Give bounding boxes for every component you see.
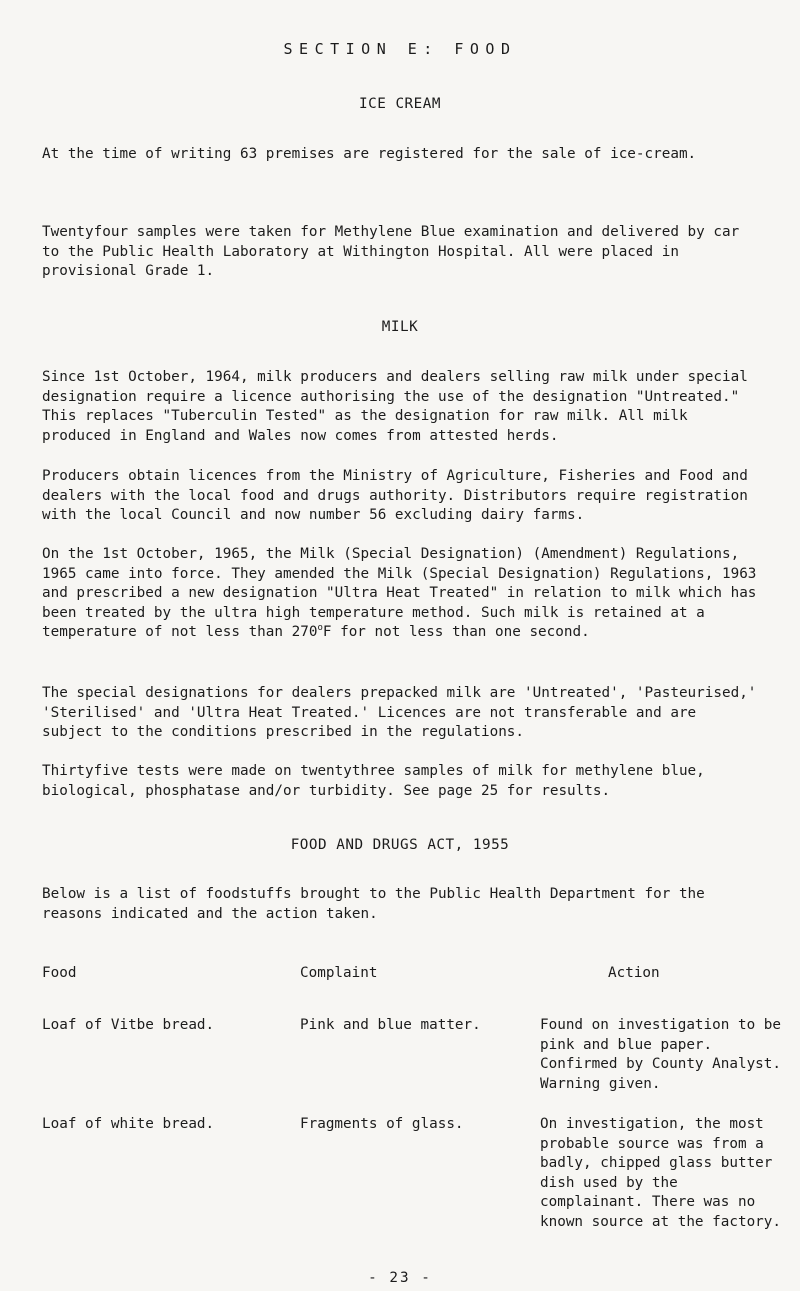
ice-cream-heading: ICE CREAM	[359, 96, 441, 112]
ice-cream-paragraph-1: At the time of writing 63 premises are registered for the sale of ice-cream.	[42, 146, 697, 162]
ice-cream-paragraph-2: Twentyfour samples were taken for Methylene Blue examination and delivered by car to the Public Health Laboratory at Withington Hospital. All were placed in provisional Grade 1.	[42, 224, 740, 279]
milk-paragraph-4: The special designations for dealers prepacked milk are 'Untreated', 'Pasteurised,' 'Sterilised' and 'Ultra Heat Treated.' Licences are not transferable and are subject to the conditions prescribed in the regulations.	[42, 685, 757, 740]
column-header-food: Food	[42, 965, 77, 981]
row-food: Loaf of white bread.	[42, 1116, 215, 1132]
row-complaint: Pink and blue matter.	[300, 1017, 481, 1033]
milk-paragraph-2: Producers obtain licences from the Ministry of Agriculture, Fisheries and Food and dealers with the local food and drugs authority. Distributors require registration with the local Council and now number 56 excluding dairy farms.	[42, 468, 748, 523]
degree-symbol: o	[317, 623, 323, 634]
column-header-complaint: Complaint	[300, 965, 378, 981]
milk-paragraph-3	[42, 545, 762, 643]
page-number: - 23 -	[368, 1270, 432, 1286]
food-drugs-intro: Below is a list of foodstuffs brought to the Public Health Department for the reasons indicated and the action taken.	[42, 886, 705, 922]
milk-paragraph-3-text: On the 1st October, 1965, the Milk (Special Designation) (Amendment) Regulations, 1965 came into force. They amended the Milk (Special Designation) Regulations, 1963 and prescribed a new designation "Ultra Heat Treated" in relation to milk which has been treated by the ultra high temperature method. Such milk is retained at a temperature of not less than 270	[42, 546, 757, 640]
column-header-action: Action	[608, 965, 660, 981]
section-title: SECTION E: FOOD	[283, 40, 517, 58]
row-action: On investigation, the most probable source was from a badly, chipped glass butter dish used by the complainant. There was no known source at the factory.	[540, 1116, 782, 1230]
row-action: Found on investigation to be pink and blue paper. Confirmed by County Analyst. Warning given.	[540, 1017, 782, 1092]
milk-paragraph-5: Thirtyfive tests were made on twentythree samples of milk for methylene blue, biological, phosphatase and/or turbidity. See page 25 for results.	[42, 763, 705, 799]
row-complaint: Fragments of glass.	[300, 1116, 464, 1132]
food-drugs-heading: FOOD AND DRUGS ACT, 1955	[290, 837, 510, 853]
row-food: Loaf of Vitbe bread.	[42, 1017, 215, 1033]
milk-paragraph-3-tail: F for not less than one second.	[322, 624, 590, 640]
milk-paragraph-1: Since 1st October, 1964, milk producers and dealers selling raw milk under special designation require a licence authorising the use of the designation "Untreated." This replaces "Tuberculin Tested" as the designation for raw milk. All milk produced in England and Wales now comes from attested herds.	[42, 369, 748, 444]
milk-heading: MILK	[381, 319, 419, 335]
